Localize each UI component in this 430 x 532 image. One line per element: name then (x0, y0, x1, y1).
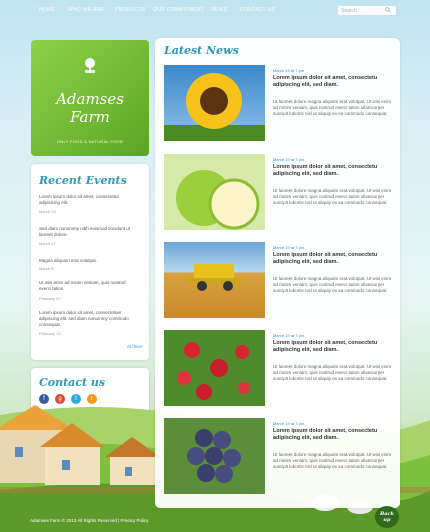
event-text[interactable]: Lorem ipsum dolor sit amet, consectetuer adipiscing elit, sed diam nonummy commodo consequat. (39, 310, 129, 327)
news-date: March 19 at 7 pm (273, 68, 305, 73)
logo-tagline: ONLY FOOD & NATURAL FOOD (56, 139, 124, 144)
event-date: February 27 (39, 296, 61, 301)
news-date: March 19 at 7 pm (273, 333, 305, 338)
news-headline[interactable]: Lorem ipsum dolor sit amet, consectetu adipiscing elit, sed diam. (273, 340, 378, 353)
nav-who-we-are[interactable]: WHO WE ARE (68, 7, 105, 13)
news-body: Ut laoreet dolore magna aliquam erat volutpat. Ut wisi enim ad minim veniam, quis nostrud exerci tation ullamcorper suscipit lobortis nisl ut aliquip ex ea commodo consequat. (273, 276, 392, 293)
event-date: March 17 (39, 241, 56, 246)
news-headline[interactable]: Lorem ipsum dolor sit amet, consectetu adipiscing elit, sed diam. (273, 164, 378, 177)
nav-news[interactable]: NEWS (211, 7, 228, 13)
news-date: March 19 at 7 pm (273, 421, 305, 426)
news-photo-apple[interactable] (164, 154, 265, 230)
news-body: Ut laoreet dolore magna aliquam erat volutpat. Ut wisi enim ad minim veniam, quis nostrud exerci tation ullamcorper suscipit lobortis nisl ut aliquip ex ea commodo consequat. (273, 99, 392, 116)
event-text[interactable]: Sed diam nonummy nibh euismod tincidunt ut laoreet dolore. (39, 226, 131, 237)
recent-events-title: Recent Events (39, 174, 127, 187)
tree-icon (83, 58, 97, 74)
rss-icon[interactable]: r (87, 394, 97, 404)
sunflower-image (164, 65, 265, 141)
event-date: March 19 (39, 209, 56, 214)
event-date: March 8 (39, 266, 54, 271)
search-icon[interactable] (385, 7, 391, 13)
logo-title-line2: Farm (70, 108, 110, 126)
back-up-label-line1: Back (380, 511, 394, 517)
apple-image (164, 154, 265, 230)
event-date: February 13 (39, 331, 61, 336)
news-headline[interactable]: Lorem ipsum dolor sit amet, consectetu adipiscing elit, sed diam. (273, 428, 378, 441)
twitter-icon[interactable]: t (71, 394, 81, 404)
latest-news-panel (155, 38, 400, 508)
back-up-label-line2: up (383, 517, 391, 523)
archive-link[interactable]: Archive (127, 344, 143, 349)
top-nav (0, 0, 430, 22)
news-body: Ut laoreet dolore magna aliquam erat volutpat. Ut wisi enim ad minim veniam, quis nostrud exerci tation ullamcorper suscipit lobortis nisl ut aliquip ex ea commodo consequat. (273, 452, 392, 469)
latest-news-title: Latest News (164, 44, 239, 57)
event-text[interactable]: Magna aliquam erat volutpat. (39, 258, 98, 263)
nav-contact-us[interactable]: CONTACT US (240, 7, 276, 13)
news-photo-sunflower[interactable] (164, 65, 265, 141)
nav-products[interactable]: PRODUCTS (115, 7, 146, 13)
recent-events-panel (31, 164, 149, 360)
news-photo-raspberries[interactable] (164, 330, 265, 406)
news-photo-harvester[interactable] (164, 242, 265, 318)
site-logo[interactable] (31, 40, 149, 156)
footer-copyright: Adamses Farm © 2013 All Rights Reserved | Privacy Policy (30, 518, 149, 523)
event-text[interactable]: Lorem ipsum dolor sit amet, consectetur adipisicing elit. (39, 194, 120, 205)
news-headline[interactable]: Lorem ipsum dolor sit amet, consectetu adipiscing elit, sed diam. (273, 252, 378, 265)
raspberries-image (164, 330, 265, 406)
contact-title: Contact us (39, 376, 106, 389)
event-text[interactable]: Ut wisi enim ad minim veniam, quis nostrud exerci tation. (39, 280, 126, 291)
news-date: March 19 at 7 pm (273, 245, 305, 250)
logo-title-line1: Adamses (56, 90, 124, 108)
news-date: March 19 at 7 pm (273, 157, 305, 162)
nav-home[interactable]: HOME (39, 7, 56, 13)
news-body: Ut laoreet dolore magna aliquam erat volutpat. Ut wisi enim ad minim veniam, quis nostrud exerci tation ullamcorper suscipit lobortis nisl ut aliquip ex ea commodo consequat. (273, 188, 392, 205)
back-up-button[interactable] (375, 506, 399, 528)
news-photo-grapes[interactable] (164, 418, 265, 494)
harvester-image (164, 242, 265, 318)
nav-our-commitment[interactable]: OUR COMMITMENT (153, 7, 205, 13)
google-plus-icon[interactable]: g (55, 394, 65, 404)
search-input[interactable]: Search (338, 6, 396, 15)
facebook-icon[interactable]: f (39, 394, 49, 404)
news-body: Ut laoreet dolore magna aliquam erat volutpat. Ut wisi enim ad minim veniam, quis nostrud exerci tation ullamcorper suscipit lobortis nisl ut aliquip ex ea commodo consequat. (273, 364, 392, 381)
grapes-image (164, 418, 265, 494)
news-headline[interactable]: Lorem ipsum dolor sit amet, consectetu adipiscing elit, sed diam. (273, 75, 378, 88)
